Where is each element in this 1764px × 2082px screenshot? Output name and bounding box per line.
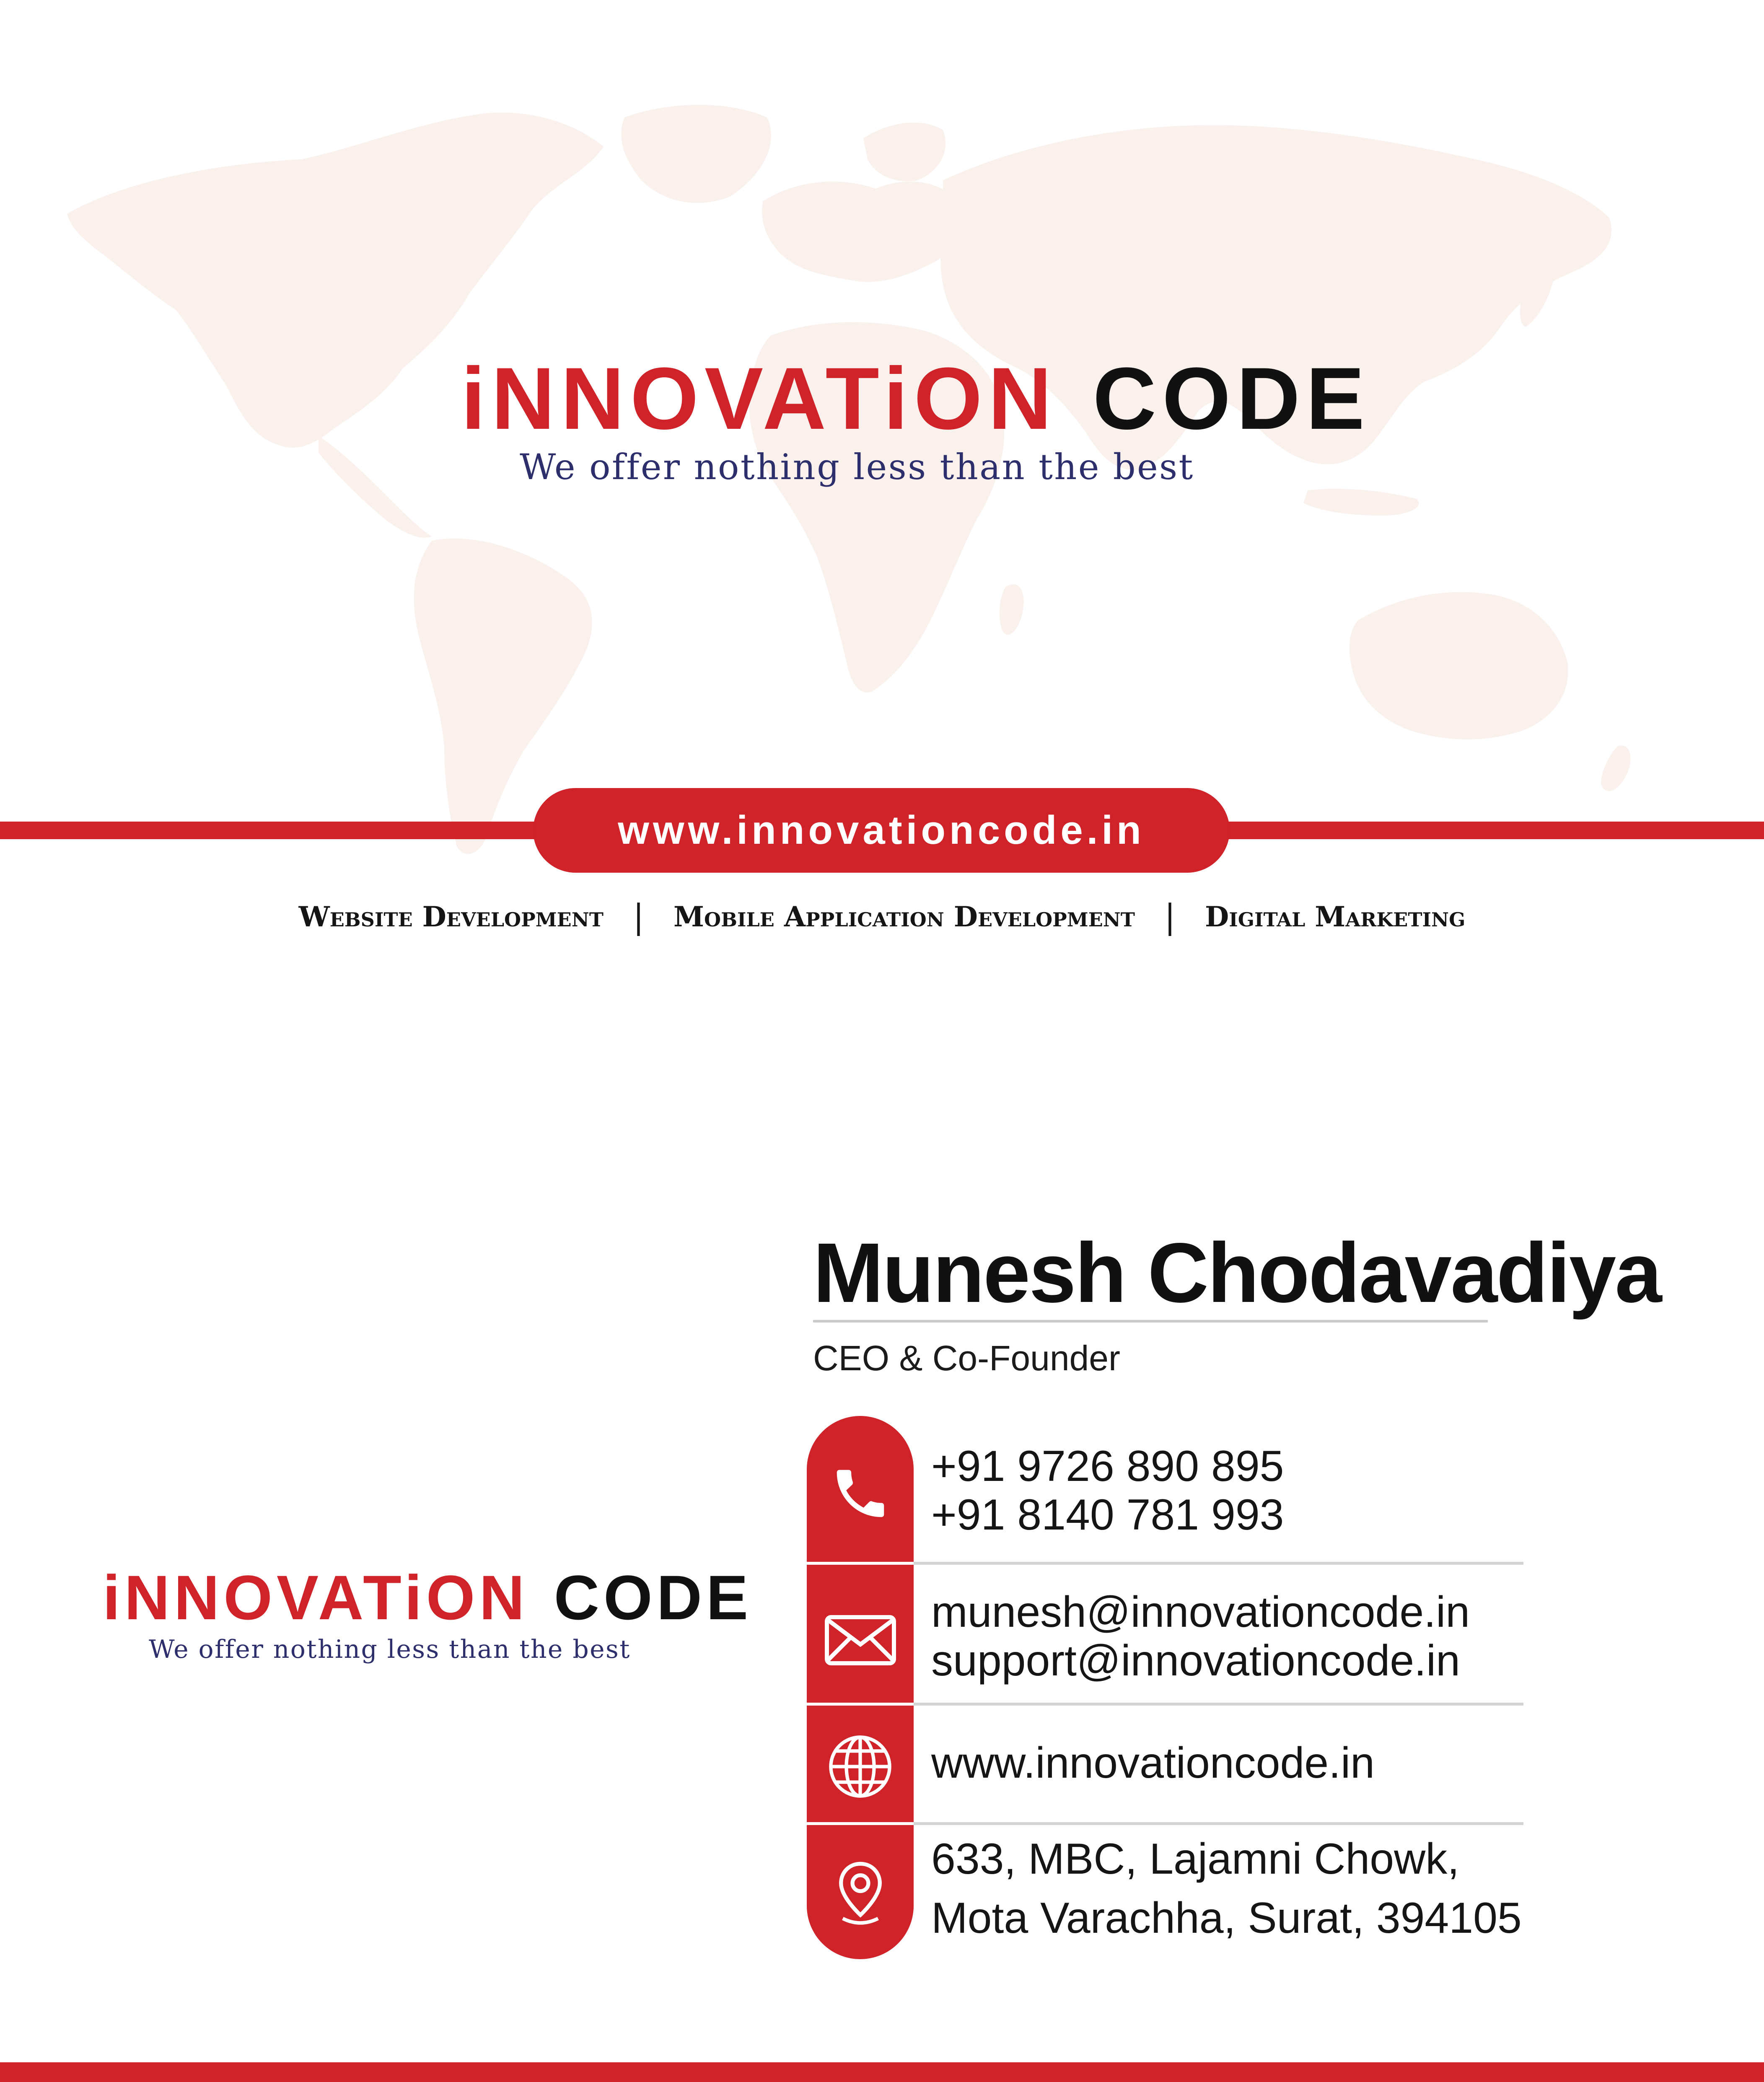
phone-number-1[interactable]: +91 9726 890 895 (931, 1442, 1284, 1491)
envelope-icon (821, 1601, 899, 1679)
logo-text-innovation: iNNOVATiON (103, 1562, 529, 1633)
globe-icon (821, 1728, 899, 1805)
phone-numbers (931, 1442, 1284, 1540)
service-website-development: Website Development (298, 900, 604, 933)
email-primary[interactable]: munesh@innovationcode.in (931, 1588, 1470, 1636)
logo-text-code: CODE (554, 1562, 753, 1633)
front-tagline: We offer nothing less than the best (520, 446, 1194, 487)
service-digital-marketing: Digital Marketing (1205, 900, 1466, 933)
back-tagline: We offer nothing less than the best (149, 1635, 631, 1664)
logo-text-innovation: iNNOVATiON (461, 349, 1058, 448)
phone-icon (821, 1455, 899, 1532)
services-row (0, 897, 1764, 936)
email-addresses (931, 1588, 1470, 1685)
email-support[interactable]: support@innovationcode.in (931, 1636, 1460, 1685)
logo-text-code: CODE (1093, 349, 1371, 448)
bottom-red-band (0, 2062, 1764, 2082)
website-text[interactable]: www.innovationcode.in (931, 1739, 1375, 1787)
location-pin-icon (821, 1855, 899, 1932)
contact-divider (807, 1822, 1523, 1825)
website-pill[interactable]: www.innovationcode.in (533, 788, 1230, 873)
service-mobile-app-development: Mobile Application Development (673, 900, 1135, 933)
phone-number-2[interactable]: +91 8140 781 993 (931, 1491, 1284, 1540)
person-name: Munesh Chodavadiya (813, 1225, 1661, 1320)
service-separator: | (1164, 897, 1176, 936)
service-separator: | (632, 897, 644, 936)
address-line-2: Mota Varachha, Surat, 394105 (931, 1894, 1522, 1943)
back-logo (103, 1561, 752, 1634)
person-title: CEO & Co-Founder (813, 1338, 1120, 1378)
contact-divider (807, 1703, 1523, 1706)
contact-divider (807, 1562, 1523, 1565)
front-logo (461, 348, 1370, 449)
name-underline (813, 1320, 1488, 1322)
address-line-1: 633, MBC, Lajamni Chowk, (931, 1835, 1460, 1883)
address (931, 1830, 1522, 1948)
